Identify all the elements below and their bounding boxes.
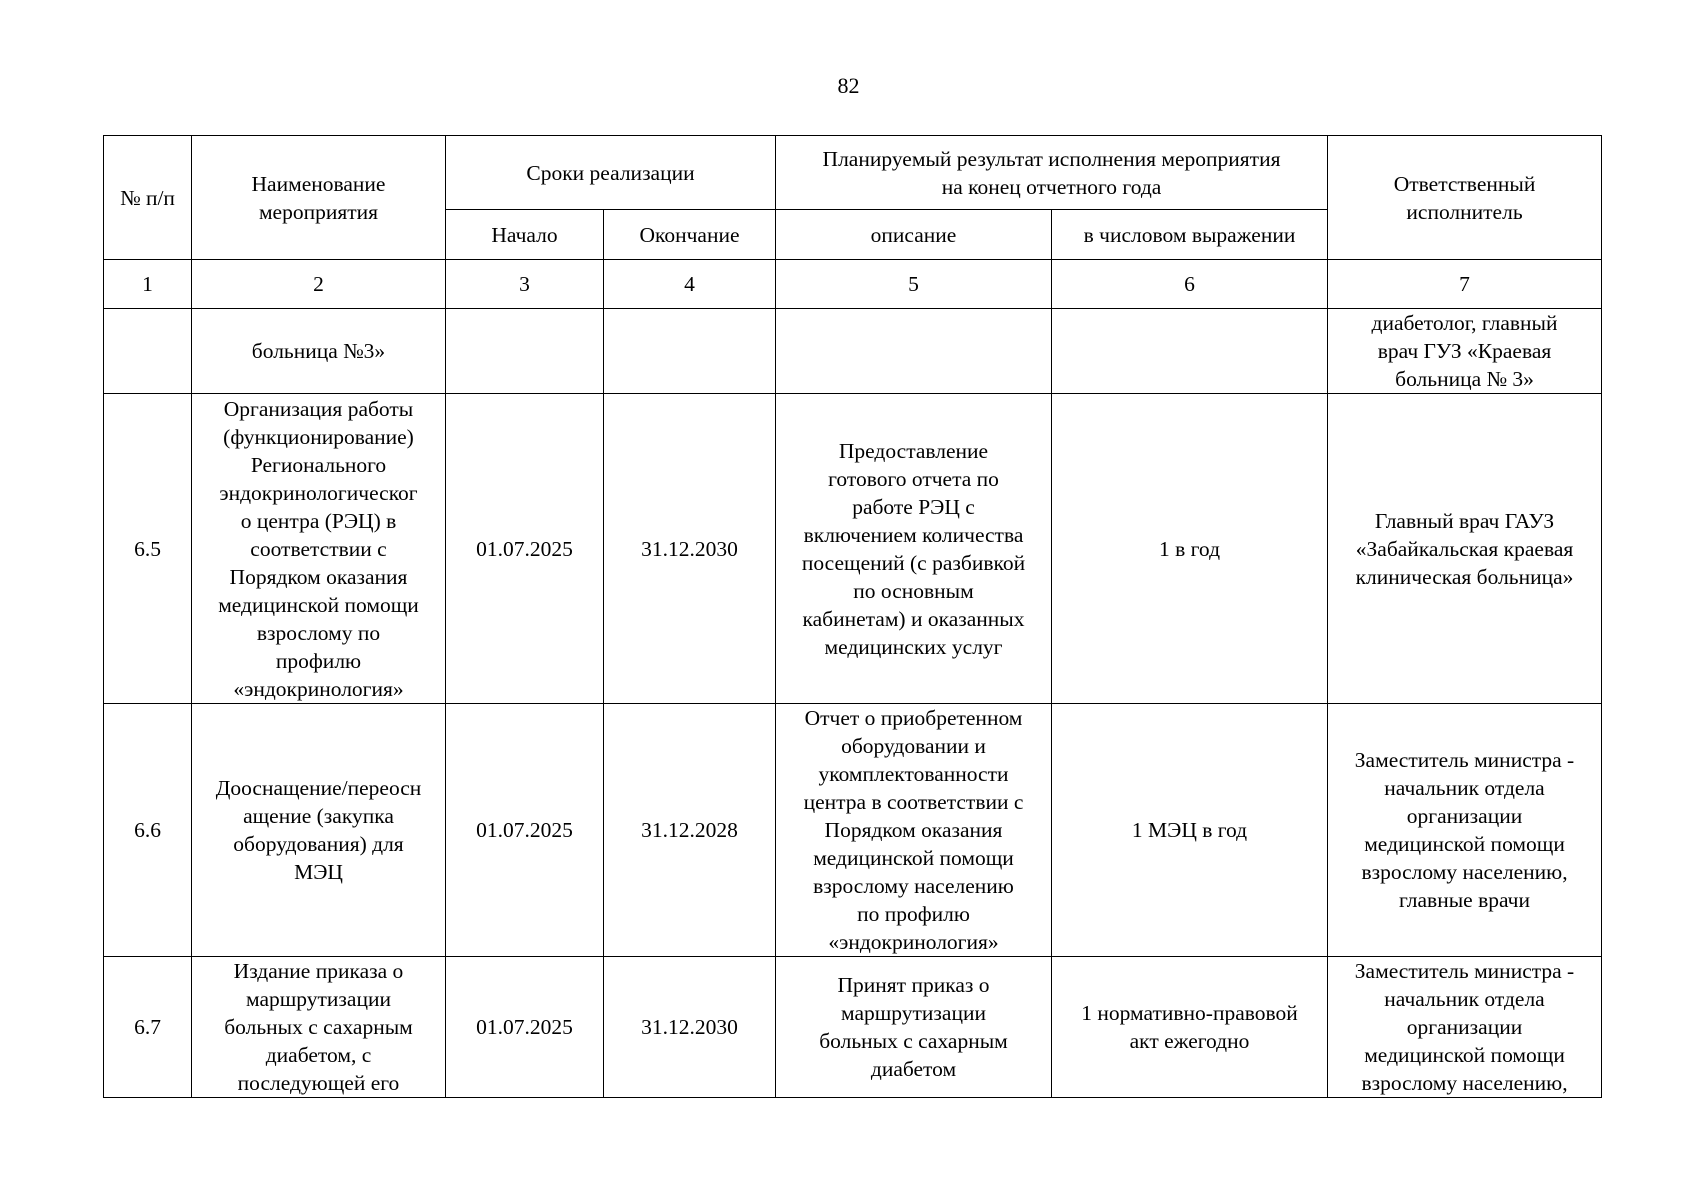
row-end (604, 309, 776, 394)
row-description: Предоставление готового отчета по работе РЭЦ с включением количества посещений (с разбивкой по основным кабинетам) и оказанных медицинских услуг (776, 394, 1052, 704)
row-start (446, 309, 604, 394)
column-number: 3 (446, 260, 604, 309)
header-num: № п/п (104, 136, 192, 260)
header-start: Начало (446, 210, 604, 260)
row-responsible: Заместитель министра - начальник отдела организации медицинской помощи взрослому населению, (1328, 957, 1602, 1098)
row-number: 6.6 (104, 704, 192, 957)
column-number: 5 (776, 260, 1052, 309)
column-number-row (104, 260, 1602, 309)
row-start: 01.07.2025 (446, 704, 604, 957)
header-terms: Сроки реализации (446, 136, 776, 210)
column-number: 6 (1052, 260, 1328, 309)
row-responsible: Заместитель министра - начальник отдела организации медицинской помощи взрослому населению, главные врачи (1328, 704, 1602, 957)
row-name: Дооснащение/переосн ащение (закупка оборудования) для МЭЦ (192, 704, 446, 957)
table-row (104, 957, 1602, 1098)
action-plan-table (103, 135, 1602, 1098)
row-numeric: 1 нормативно-правовой акт ежегодно (1052, 957, 1328, 1098)
row-number: 6.7 (104, 957, 192, 1098)
row-name: Организация работы (функционирование) Регионального эндокринологическог о центра (РЭЦ) в соответствии с Порядком оказания медицинской помощи взрослому по профилю «эндокринология» (192, 394, 446, 704)
row-description: Принят приказ о маршрутизации больных с сахарным диабетом (776, 957, 1052, 1098)
row-name: Издание приказа о маршрутизации больных с сахарным диабетом, с последующей его (192, 957, 446, 1098)
table-row (104, 704, 1602, 957)
header-result: Планируемый результат исполнения мероприятия на конец отчетного года (776, 136, 1328, 210)
row-start: 01.07.2025 (446, 957, 604, 1098)
row-responsible: Главный врач ГАУЗ «Забайкальская краевая клиническая больница» (1328, 394, 1602, 704)
row-responsible: диабетолог, главный врач ГУЗ «Краевая больница № 3» (1328, 309, 1602, 394)
row-numeric: 1 МЭЦ в год (1052, 704, 1328, 957)
row-start: 01.07.2025 (446, 394, 604, 704)
column-number: 7 (1328, 260, 1602, 309)
row-description: Отчет о приобретенном оборудовании и укомплектованности центра в соответствии с Порядком оказания медицинской помощи взрослому населению по профилю «эндокринология» (776, 704, 1052, 957)
table-row (104, 309, 1602, 394)
row-number (104, 309, 192, 394)
header-row-main (104, 136, 1602, 210)
header-numeric: в числовом выражении (1052, 210, 1328, 260)
column-number: 4 (604, 260, 776, 309)
table-row (104, 394, 1602, 704)
page-number: 82 (837, 73, 860, 98)
row-end: 31.12.2030 (604, 957, 776, 1098)
row-end: 31.12.2028 (604, 704, 776, 957)
header-end: Окончание (604, 210, 776, 260)
row-name: больница №3» (192, 309, 446, 394)
header-description: описание (776, 210, 1052, 260)
column-number: 1 (104, 260, 192, 309)
column-number: 2 (192, 260, 446, 309)
row-description (776, 309, 1052, 394)
row-end: 31.12.2030 (604, 394, 776, 704)
header-responsible: Ответственный исполнитель (1328, 136, 1602, 260)
row-numeric (1052, 309, 1328, 394)
row-number: 6.5 (104, 394, 192, 704)
header-name: Наименование мероприятия (192, 136, 446, 260)
row-numeric: 1 в год (1052, 394, 1328, 704)
